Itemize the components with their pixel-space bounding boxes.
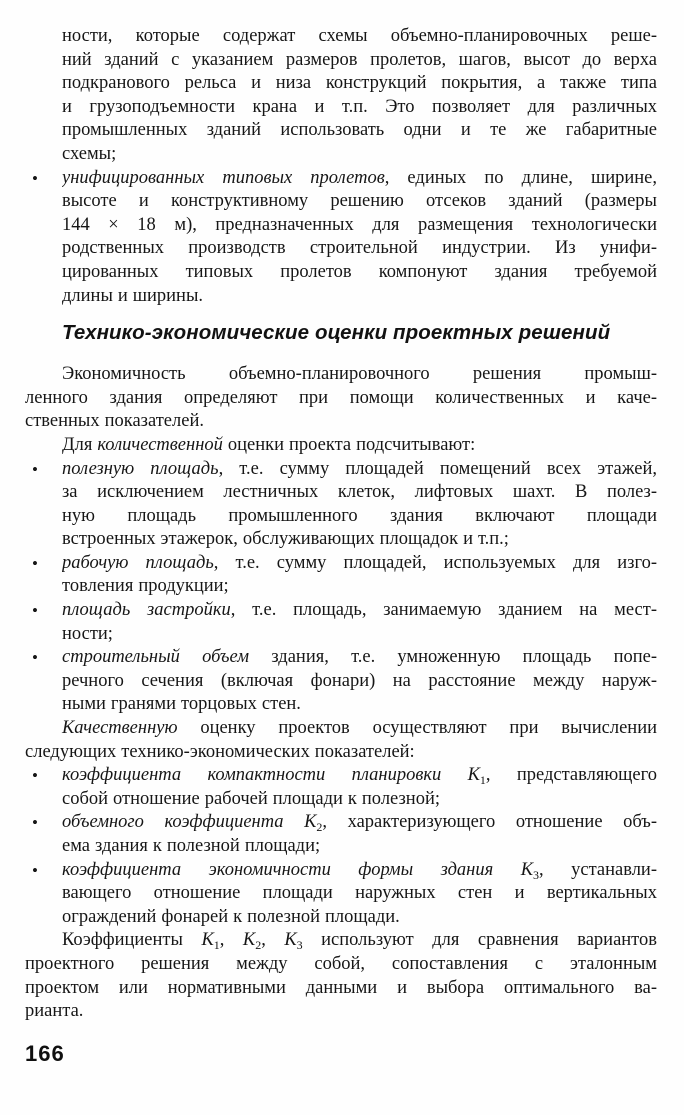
paragraph bbox=[25, 363, 657, 434]
text-run: К bbox=[242, 930, 256, 951]
text-run: высоте и конструктивному решению отсеков зданий (размеры bbox=[62, 191, 657, 212]
text-run: ности, которые содержат схемы объемно-планировочных реше- bbox=[62, 26, 657, 46]
text-line bbox=[62, 72, 657, 96]
text-line bbox=[25, 929, 657, 953]
text-line bbox=[62, 481, 657, 505]
text-run: 1 bbox=[213, 938, 220, 953]
text-run: 144 × 18 м), предназначенных для размещения технологически bbox=[62, 214, 657, 235]
bullet-item bbox=[25, 167, 657, 309]
text-line bbox=[62, 623, 657, 647]
text-run: 3 bbox=[533, 867, 539, 882]
text-run: 1 bbox=[479, 773, 486, 788]
text-run: подкранового рельса и низа конструкций покрытия, а также типа bbox=[62, 73, 657, 94]
line-group bbox=[62, 859, 657, 930]
text-line bbox=[62, 25, 657, 49]
bullet-marker-icon: • bbox=[32, 168, 38, 188]
text-run: используют для сравнения вариантов bbox=[302, 930, 657, 951]
text-run: строительный объем bbox=[62, 647, 250, 668]
text-run: полезную площадь bbox=[62, 458, 219, 479]
text-run: за исключением лестничных клеток, лифтовых шахт. В полез- bbox=[62, 482, 657, 503]
text-line bbox=[62, 599, 657, 623]
line-group bbox=[62, 646, 657, 717]
paragraph bbox=[25, 929, 657, 1023]
text-line bbox=[62, 505, 657, 529]
bullet-item bbox=[25, 458, 657, 552]
text-line bbox=[62, 143, 657, 167]
text-line bbox=[62, 575, 657, 599]
text-line bbox=[62, 528, 657, 552]
text-line bbox=[62, 835, 657, 859]
bullet-marker-icon: • bbox=[32, 553, 38, 573]
text-line bbox=[62, 646, 657, 670]
text-run: ности; bbox=[62, 623, 113, 644]
text-line bbox=[62, 49, 657, 73]
text-run: схемы; bbox=[62, 143, 117, 164]
text-run: Для bbox=[62, 434, 98, 455]
text-line bbox=[62, 670, 657, 694]
text-run: речного сечения (включая фонари) на расстояние между наруж- bbox=[62, 670, 657, 691]
line-group bbox=[62, 764, 657, 811]
line-group bbox=[25, 363, 657, 434]
text-line bbox=[62, 190, 657, 214]
text-line bbox=[25, 410, 657, 434]
text-line bbox=[25, 977, 657, 1001]
text-run: , т.е. сумму площадей помещений всех этажей, bbox=[218, 458, 657, 479]
bullet-marker-icon: • bbox=[32, 860, 38, 880]
text-run: длины и ширины. bbox=[62, 285, 204, 306]
text-run: 3 bbox=[296, 938, 303, 953]
text-run: объемного коэффициента К bbox=[62, 812, 317, 833]
text-run: 2 bbox=[255, 938, 262, 953]
text-line bbox=[62, 96, 657, 120]
text-run: рабочую площадь bbox=[62, 552, 214, 573]
bullet-marker-icon: • bbox=[32, 766, 38, 786]
text-run: ными гранями торцовых стен. bbox=[62, 694, 301, 715]
text-run: промышленных зданий использовать одни и те же габаритные bbox=[62, 120, 657, 141]
text-line bbox=[62, 458, 657, 482]
text-run: вающего отношение площади наружных стен и вертикальных bbox=[62, 883, 657, 904]
bullet-item bbox=[25, 646, 657, 717]
text-run: , т.е. сумму площадей, используемых для изго- bbox=[213, 552, 657, 573]
text-run: встроенных этажерок, обслуживающих площадок и т.п.; bbox=[62, 529, 509, 550]
text-run: товления продукции; bbox=[62, 576, 229, 597]
text-run: проектом или нормативными данными и выбора оптимального ва- bbox=[25, 977, 657, 998]
text-run: , представляющего bbox=[485, 765, 657, 786]
text-line bbox=[62, 882, 657, 906]
text-run: и грузоподъемности крана и т.п. Это позволяет для различных bbox=[62, 96, 657, 117]
text-run: , единых по длине, ширине, bbox=[384, 167, 657, 188]
text-line bbox=[25, 387, 657, 411]
bullet-marker-icon: • bbox=[32, 813, 38, 833]
text-line bbox=[62, 237, 657, 261]
text-run: следующих технико-экономических показателей: bbox=[25, 741, 415, 762]
text-line bbox=[62, 906, 657, 930]
text-line bbox=[62, 552, 657, 576]
text-line bbox=[62, 764, 657, 788]
text-run: оценку проектов осуществляют при вычислении bbox=[177, 718, 657, 739]
text-run: проектного решения между собой, сопоставления с эталонным bbox=[25, 953, 657, 974]
text-line bbox=[62, 859, 657, 883]
bullet-item bbox=[25, 764, 657, 811]
text-run: , характеризующего отношение объ- bbox=[322, 812, 657, 833]
text-run: К bbox=[201, 930, 214, 951]
text-line bbox=[25, 717, 657, 741]
line-group bbox=[62, 552, 657, 599]
text-run: ную площадь промышленного здания включают площади bbox=[62, 505, 657, 526]
line-group bbox=[62, 458, 657, 552]
text-run: родственных производств строительной индустрии. Из унифи- bbox=[62, 238, 657, 259]
text-line bbox=[62, 285, 657, 309]
bullet-marker-icon: • bbox=[32, 459, 38, 479]
text-run: , bbox=[219, 930, 243, 951]
paragraph bbox=[25, 434, 657, 458]
line-group bbox=[25, 434, 657, 458]
text-line bbox=[25, 741, 657, 765]
text-run: , т.е. площадь, занимаемую зданием на мест- bbox=[230, 600, 657, 621]
bullet-marker-icon: • bbox=[32, 648, 38, 668]
text-run: коэффициента экономичности формы здания К bbox=[62, 859, 533, 880]
text-line bbox=[62, 788, 657, 812]
paragraph bbox=[25, 717, 657, 764]
line-group bbox=[62, 167, 657, 309]
page-number: 166 bbox=[25, 1040, 65, 1066]
text-run: здания, т.е. умноженную площадь попе- bbox=[249, 647, 657, 668]
text-run: коэффициента компактности планировки К bbox=[62, 765, 480, 786]
text-run: Качественную bbox=[62, 718, 178, 739]
line-group bbox=[62, 599, 657, 646]
bullet-item bbox=[25, 552, 657, 599]
text-run: цированных типовых пролетов компонуют здания требуемой bbox=[62, 261, 657, 282]
text-run: Экономичность объемно-планировочного решения промыш- bbox=[62, 364, 657, 385]
text-run: К bbox=[284, 930, 297, 951]
text-run: оценки проекта подсчитывают: bbox=[222, 434, 476, 455]
text-line bbox=[62, 167, 657, 191]
text-run: ема здания к полезной площади; bbox=[62, 836, 321, 856]
text-line bbox=[25, 953, 657, 977]
text-line bbox=[25, 363, 657, 387]
section-heading: Технико-экономические оценки проектных решений bbox=[62, 321, 611, 345]
text-run: ственных показателей. bbox=[25, 411, 204, 432]
line-group bbox=[25, 717, 657, 764]
line-group bbox=[62, 25, 657, 167]
bullet-marker-icon: • bbox=[32, 601, 38, 621]
text-line bbox=[25, 1000, 657, 1024]
text-body bbox=[25, 25, 657, 1024]
text-run: унифицированных типовых пролетов bbox=[62, 167, 385, 188]
text-line bbox=[25, 434, 657, 458]
line-group bbox=[25, 929, 657, 1023]
text-run: , bbox=[261, 930, 285, 951]
bullet-item bbox=[25, 859, 657, 930]
line-group bbox=[62, 811, 657, 858]
text-run: собой отношение рабочей площади к полезной; bbox=[62, 788, 440, 809]
text-run: ограждений фонарей к полезной площади. bbox=[62, 906, 400, 927]
text-line bbox=[62, 261, 657, 285]
text-run: Коэффициенты bbox=[62, 930, 202, 951]
text-line bbox=[62, 214, 657, 238]
text-run: 2 bbox=[316, 820, 323, 835]
text-run: площадь застройки bbox=[62, 600, 231, 621]
text-run: рианта. bbox=[25, 1001, 84, 1022]
bullet-item bbox=[25, 599, 657, 646]
text-line bbox=[62, 811, 657, 835]
text-run: количественной bbox=[97, 434, 223, 455]
text-line bbox=[62, 119, 657, 143]
continuation-block bbox=[25, 25, 657, 167]
text-line bbox=[62, 693, 657, 717]
text-run: ний зданий с указанием размеров пролетов, шагов, высот до верха bbox=[62, 49, 657, 70]
text-run: ленного здания определяют при помощи количественных и каче- bbox=[25, 387, 657, 408]
text-run: , устанавли- bbox=[539, 859, 657, 880]
bullet-item bbox=[25, 811, 657, 858]
